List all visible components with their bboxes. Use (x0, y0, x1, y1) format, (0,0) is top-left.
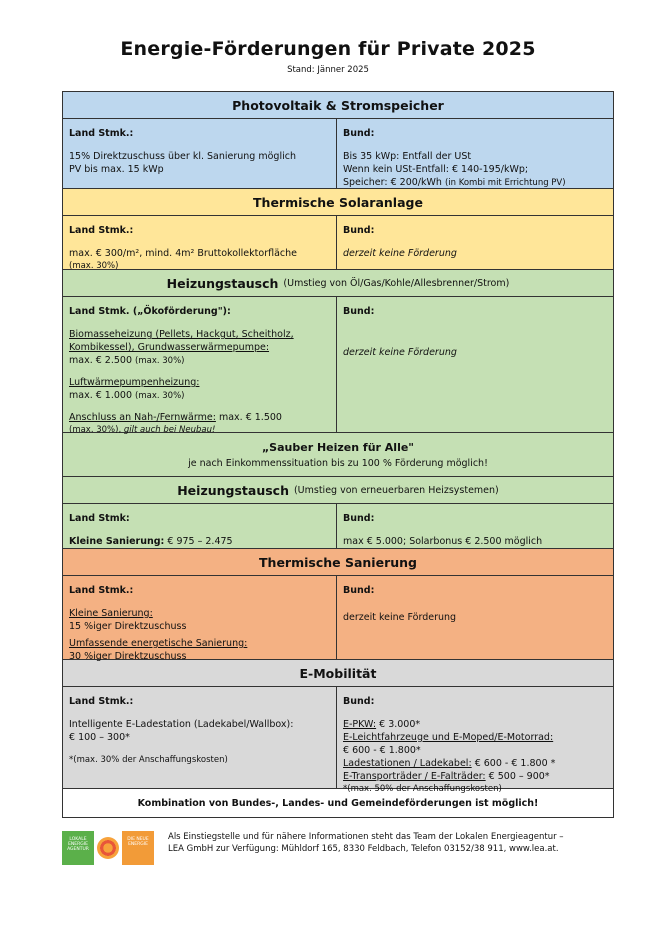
item-value (69, 389, 330, 403)
item-value: 15 %iger Direktzuschuss (69, 621, 187, 632)
page-title: Energie-Förderungen für Private 2025 (120, 38, 536, 60)
footer-line: LEA GmbH zur Verfügung: Mühldorf 165, 8330 Feldbach, Telefon 03152/38 911, www.lea.at. (168, 844, 559, 854)
label-bund: Bund: (343, 513, 375, 524)
section-title: Heizungstausch (166, 275, 279, 291)
section-header-e-mobilitaet (63, 660, 613, 687)
cell-land (63, 119, 337, 188)
label-bund: Bund: (343, 306, 375, 317)
funding-table (62, 91, 614, 818)
section-title: Photovoltaik & Stromspeicher (232, 97, 444, 113)
text-part: max. € 1.000 (69, 390, 132, 401)
text-part: Anschluss an Nah-/Fernwärme: (69, 412, 216, 423)
footer-line: Als Einstiegstelle und für nähere Informationen steht das Team der Lokalen Energieagentur – (168, 832, 564, 842)
text-line: € 100 – 300* (69, 732, 130, 743)
label-land: Land Stmk. („Ökoförderung"): (69, 306, 231, 317)
text-part: (max. 30%) (135, 356, 185, 366)
section-subtitle: (Umstieg von Öl/Gas/Kohle/Allesbrenner/Strom) (283, 277, 510, 289)
text-part: € 975 – 2.475 (167, 536, 233, 547)
cell-land (63, 576, 337, 662)
flower-icon (97, 837, 119, 859)
text-line (343, 718, 607, 731)
kombination-note: Kombination von Bundes-, Landes- und Gemeindeförderungen ist möglich! (63, 789, 613, 817)
section-header-thermische-sanierung (63, 549, 613, 576)
section-title: Thermische Sanierung (259, 554, 417, 570)
item-title: Kleine Sanierung: (69, 608, 153, 619)
sauber-text: je nach Einkommenssituation bis zu 100 % Förderung möglich! (188, 458, 488, 469)
lea-logo (62, 831, 154, 865)
cell-bund (337, 687, 613, 794)
label-land: Land Stmk.: (69, 585, 134, 596)
label-bund: Bund: (343, 696, 375, 707)
text-part: E-PKW: (343, 719, 377, 730)
row-heizungstausch-erneuerbar (63, 504, 613, 549)
text-part: (in Kombi mit Errichtung PV) (444, 178, 566, 188)
item-title: Biomasseheizung (Pellets, Hackgut, Scheitholz, Kombikessel), Grundwasserwärmepumpe: (69, 329, 294, 353)
section-header-heizungstausch (63, 270, 613, 297)
cell-bund (337, 216, 613, 269)
text-part: max. € 1.500 (218, 412, 282, 423)
item-value: 30 %iger Direktzuschuss (69, 651, 187, 662)
text-line: 15% Direktzuschuss über kl. Sanierung möglich (69, 151, 296, 162)
text-part: Kleine Sanierung: (69, 536, 165, 547)
cell-land (63, 687, 337, 788)
text-part: max. € 2.500 (69, 355, 132, 366)
cell-bund (337, 297, 613, 432)
text-line (343, 770, 607, 783)
text-line (69, 535, 330, 548)
energie-logo-box: DIE NEUE ENERGIE (122, 831, 154, 865)
text-line: (max. 30%) (69, 261, 119, 271)
section-title: E-Mobilität (299, 665, 377, 681)
section-header-pv (63, 92, 613, 119)
footer (62, 831, 614, 865)
row-heizungstausch (63, 297, 613, 433)
lea-logo-box: LOKALE ENERGIE AGENTUR (62, 831, 94, 865)
text-line: Intelligente E-Ladestation (Ladekabel/Wallbox): (69, 719, 294, 730)
row-solar (63, 216, 613, 270)
cell-bund (337, 119, 613, 188)
sauber-title: „Sauber Heizen für Alle" (261, 441, 415, 454)
text-line: derzeit keine Förderung (343, 612, 457, 623)
row-thermische-sanierung (63, 576, 613, 660)
section-header-heizungstausch-erneuerbar (63, 477, 613, 504)
label-land: Land Stmk.: (69, 225, 134, 236)
item-title (69, 411, 330, 424)
item-value (69, 354, 330, 368)
cell-land (63, 297, 337, 435)
label-land: Land Stmk.: (69, 128, 134, 139)
text-line: max. € 300/m², mind. 4m² Bruttokollektorfläche (69, 248, 297, 259)
text-part: (max. 30%), (69, 425, 122, 435)
item-note (69, 424, 330, 437)
text-line: Wenn kein USt-Entfall: € 140-195/kWp; (343, 164, 529, 175)
text-line: derzeit keine Förderung (343, 248, 457, 259)
footnote: *(max. 50% der Anschaffungskosten) (343, 784, 502, 794)
row-pv (63, 119, 613, 189)
label-land: Land Stmk.: (69, 696, 134, 707)
text-line: Bis 35 kWp: Entfall der USt (343, 151, 472, 162)
cell-land (63, 504, 337, 548)
text-part: € 3.000* (379, 719, 421, 730)
page-subtitle: Stand: Jänner 2025 (287, 65, 369, 75)
cell-bund (337, 576, 613, 659)
cell-bund (337, 504, 613, 548)
label-bund: Bund: (343, 225, 375, 236)
cell-sauber (63, 433, 613, 477)
row-e-mobilitaet (63, 687, 613, 794)
row-sauber-heizen (63, 433, 613, 477)
text-part: (max. 30%) (135, 391, 185, 401)
text-part: gilt auch bei Neubau! (123, 425, 216, 435)
section-title: Heizungstausch (177, 482, 289, 498)
footnote: *(max. 30% der Anschaffungskosten) (69, 755, 228, 765)
label-bund: Bund: (343, 585, 375, 596)
text-part: E-Transporträder / E-Falträder: (343, 771, 486, 782)
text-line (343, 176, 607, 190)
text-line: max € 5.000; Solarbonus € 2.500 möglich (343, 536, 543, 547)
text-line: € 600 - € 1.800* (343, 745, 421, 756)
text-line: derzeit keine Förderung (343, 347, 457, 358)
text-part: € 600 - € 1.800 * (474, 758, 556, 769)
cell-land (63, 216, 337, 269)
footer-text (168, 831, 564, 855)
item-title: Luftwärmepumpenheizung: (69, 377, 200, 388)
section-title: Thermische Solaranlage (253, 194, 423, 210)
section-header-solar (63, 189, 613, 216)
section-subtitle: (Umstieg von erneuerbaren Heizsystemen) (293, 484, 499, 496)
text-part: € 500 – 900* (488, 771, 550, 782)
text-line (343, 757, 607, 770)
label-land: Land Stmk: (69, 513, 130, 524)
text-line: PV bis max. 15 kWp (69, 164, 164, 175)
text-line: E-Leichtfahrzeuge und E-Moped/E-Motorrad: (343, 732, 554, 743)
label-bund: Bund: (343, 128, 375, 139)
text-part: Speicher: € 200/kWh (343, 177, 442, 188)
text-part: Ladestationen / Ladekabel: (343, 758, 472, 769)
item-title: Umfassende energetische Sanierung: (69, 638, 248, 649)
